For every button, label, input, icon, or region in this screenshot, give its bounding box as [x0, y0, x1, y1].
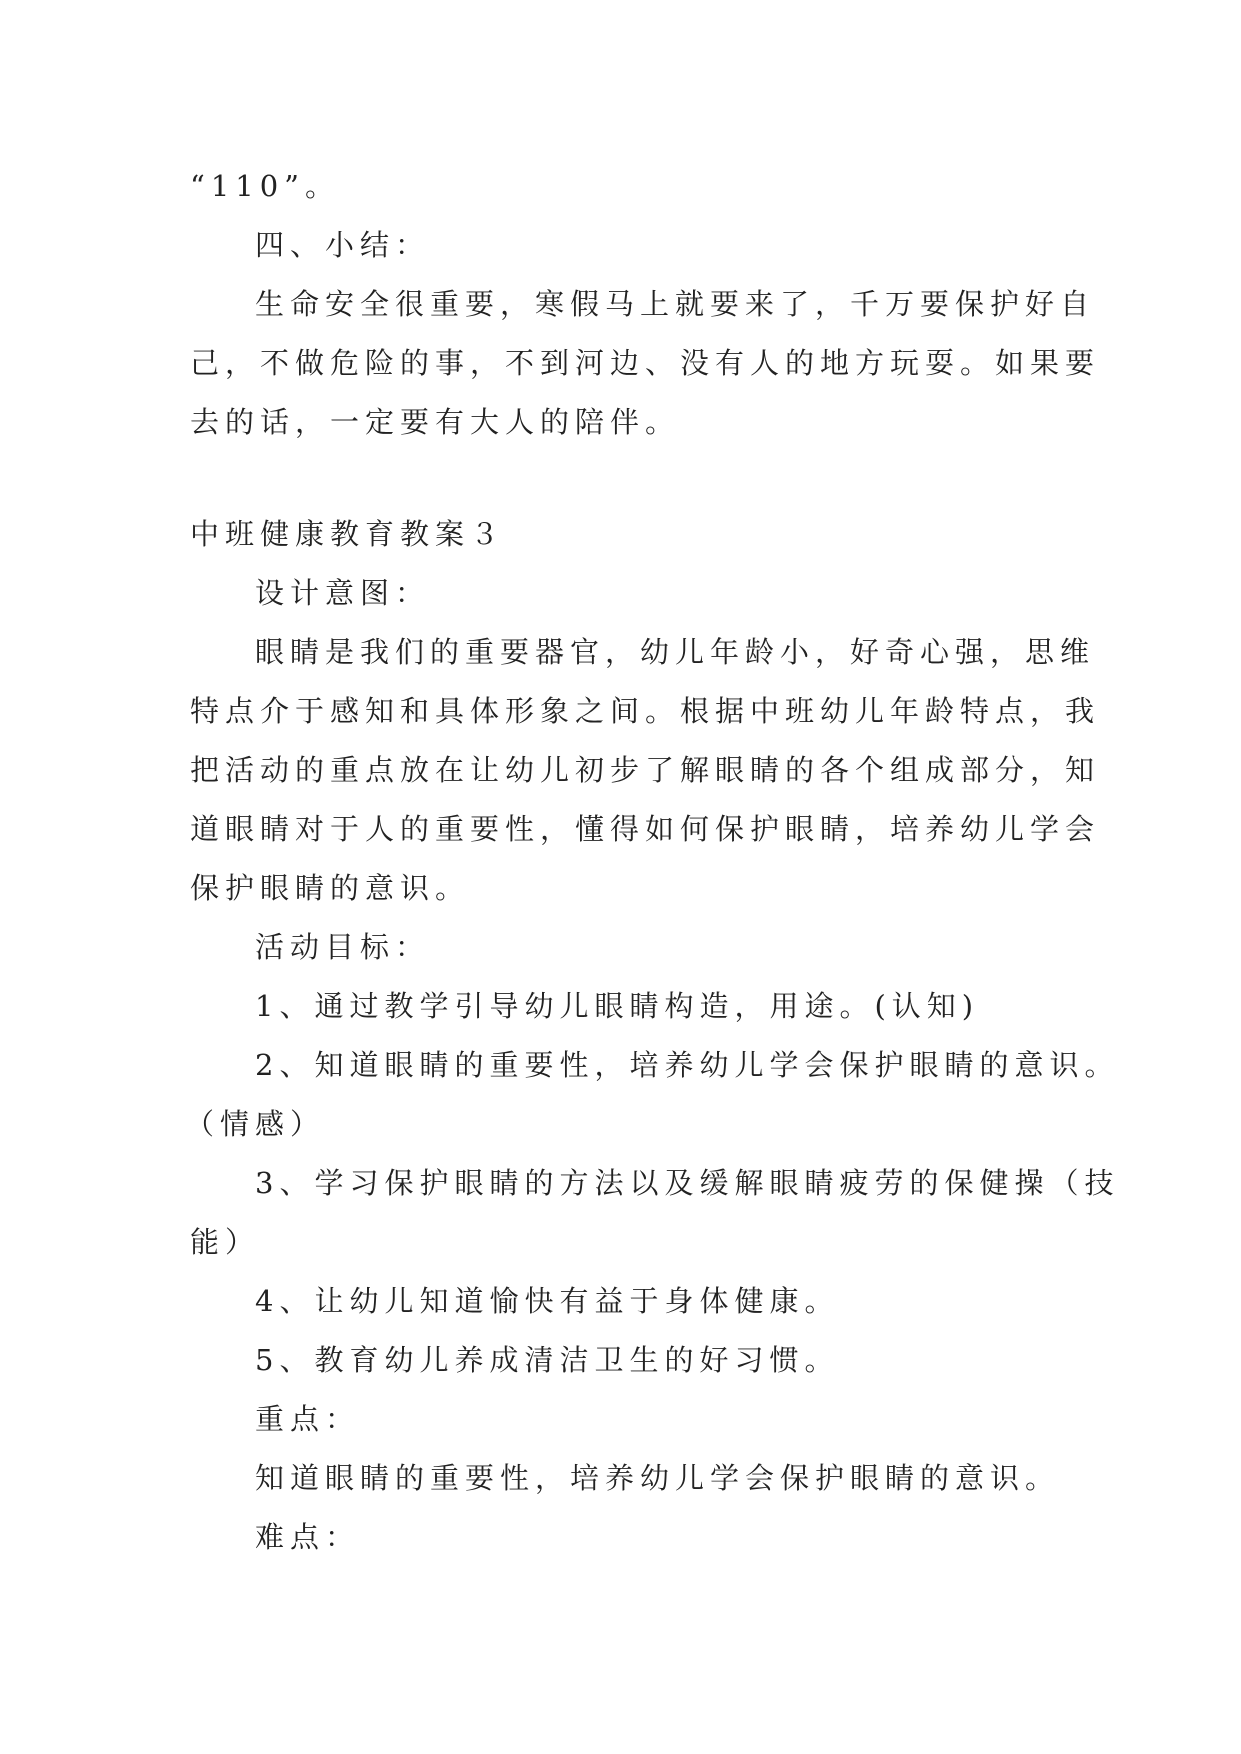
paragraph-summary-line-3: 去的话，一定要有大人的陪伴。 [190, 405, 681, 439]
text-line-110-end: “110”。 [190, 169, 341, 203]
heading-summary: 四、小结： [255, 228, 431, 262]
paragraph-design-line-2: 特点介于感知和具体形象之间。根据中班幼儿年龄特点，我 [190, 694, 1101, 728]
key-point-text: 知道眼睛的重要性，培养幼儿学会保护眼睛的意识。 [255, 1461, 1061, 1495]
goal-item-3: 3、学习保护眼睛的方法以及缓解眼睛疲劳的保健操（技 [255, 1166, 1120, 1200]
goal-item-2: 2、知道眼睛的重要性，培养幼儿学会保护眼睛的意识。 [255, 1048, 1120, 1082]
paragraph-design-line-4: 道眼睛对于人的重要性，懂得如何保护眼睛，培养幼儿学会 [190, 812, 1101, 846]
paragraph-design-line-5: 保护眼睛的意识。 [190, 871, 471, 905]
goal-item-1: 1、通过教学引导幼儿眼睛构造，用途。(认知) [255, 989, 980, 1023]
goal-item-5: 5、教育幼儿养成清洁卫生的好习惯。 [255, 1343, 840, 1377]
heading-design-intent: 设计意图： [255, 576, 431, 610]
heading-activity-goals: 活动目标： [255, 930, 431, 964]
paragraph-design-line-1: 眼睛是我们的重要器官，幼儿年龄小，好奇心强，思维 [255, 635, 1096, 669]
goal-item-3-continued: 能） [190, 1225, 261, 1259]
heading-difficulty: 难点： [255, 1520, 361, 1554]
paragraph-summary-line-1: 生命安全很重要，寒假马上就要来了，千万要保护好自 [255, 287, 1096, 321]
section-title: 中班健康教育教案３ [190, 517, 506, 551]
paragraph-design-line-3: 把活动的重点放在让幼儿初步了解眼睛的各个组成部分，知 [190, 753, 1101, 787]
heading-key-point: 重点： [255, 1402, 361, 1436]
goal-item-4: 4、让幼儿知道愉快有益于身体健康。 [255, 1284, 840, 1318]
paragraph-summary-line-2: 己，不做危险的事，不到河边、没有人的地方玩耍。如果要 [190, 346, 1101, 380]
goal-item-2-continued: （情感） [185, 1107, 326, 1141]
